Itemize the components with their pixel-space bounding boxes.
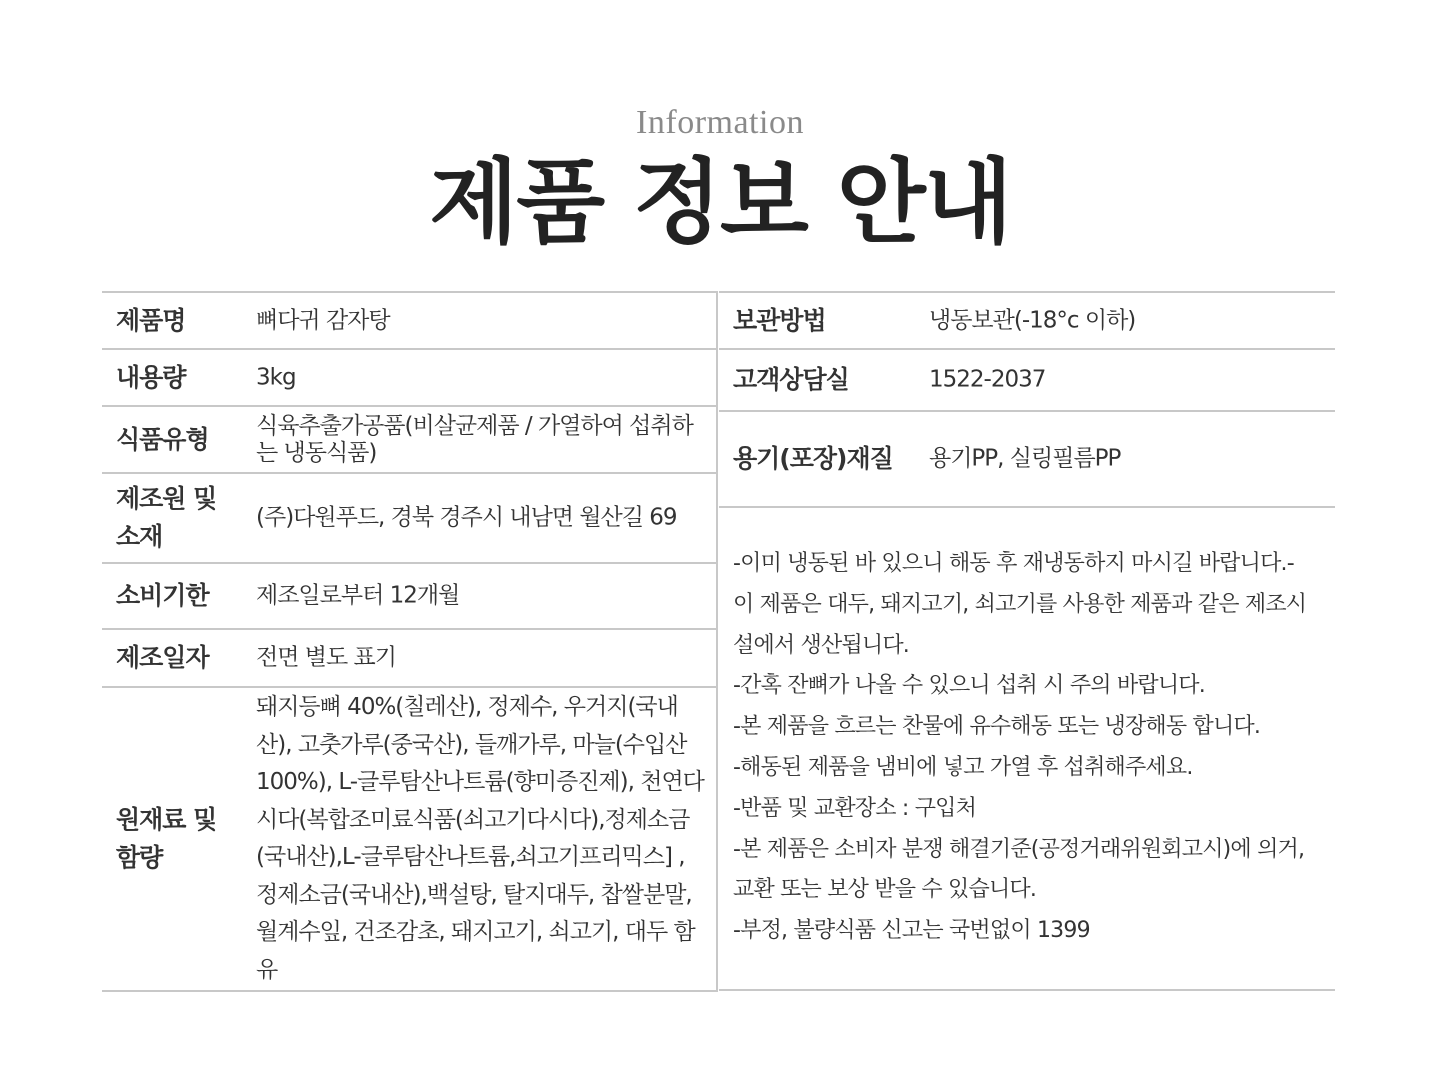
table-row-food-type: [102, 407, 717, 474]
row-label: 보관방법: [733, 305, 826, 335]
table-row-notes: [719, 508, 1335, 989]
notice-line: -본 제품은 소비자 분쟁 해결기준(공정거래위원회고시)에 의거,: [733, 836, 1305, 862]
row-value: 용기PP, 실링필름PP: [929, 445, 1121, 472]
notice-line: -본 제품을 흐르는 찬물에 유수해동 또는 냉장해동 합니다.: [733, 714, 1261, 740]
notice-line: 이 제품은 대두, 돼지고기, 쇠고기를 사용한 제품과 같은 제조시: [733, 591, 1307, 617]
table-row-packaging: [719, 412, 1335, 508]
row-label: 식품유형: [116, 424, 209, 454]
notice-line: -해동된 제품을 냄비에 넣고 가열 후 섭취해주세요.: [733, 754, 1193, 780]
table-row-storage: [719, 293, 1335, 350]
row-value: 냉동보관(-18°c 이하): [929, 307, 1136, 333]
notice-line: 교환 또는 보상 받을 수 있습니다.: [733, 877, 1037, 903]
section-eyebrow: Information: [636, 104, 804, 141]
row-label: 제조일자: [116, 643, 209, 672]
row-value: 돼지등뼈 40%(칠레산), 정제수, 우거지(국내산), 고춧가루(중국산), 들깨가루, 마늘(수입산100%), L-글루탐산나트륨(향미증진제), 천연다시다(복합조미료식품(쇠고기다시다),정제소금(국내산),L-글루탐산나트륨,쇠고기프리믹스] , 정제소금(국내산),백설탕, 탈지대두, 찹쌀분말, 월계수잎, 건조감초, 돼지고기, 쇠고기, 대두 함유: [256, 694, 704, 983]
storage-info-table: [719, 291, 1335, 991]
table-row-shelf-life: [102, 564, 717, 630]
notice-list: [733, 544, 1329, 952]
column-divider: [716, 291, 718, 992]
row-label: 소비기한: [116, 581, 209, 610]
row-value: 1522-2037: [929, 366, 1046, 393]
table-row-ingredients: [102, 688, 717, 990]
row-label: 원재료 및 함량: [116, 805, 217, 872]
product-info-table: [102, 291, 717, 992]
table-row-customer-service: [719, 350, 1335, 412]
row-label: 용기(포장)재질: [733, 444, 893, 473]
table-row-product-name: [102, 293, 717, 350]
row-value: 제조일로부터 12개월: [256, 582, 460, 609]
notice-line: -이미 냉동된 바 있으니 해동 후 재냉동하지 마시길 바랍니다.-: [733, 551, 1294, 576]
row-value: 전면 별도 표기: [256, 644, 396, 671]
row-value: 뼈다귀 감자탕: [256, 307, 390, 333]
row-label: 제품명: [116, 305, 186, 335]
notice-line: -반품 및 교환장소 : 구입처: [733, 795, 977, 821]
notice-line: -부정, 불량식품 신고는 국번없이 1399: [733, 918, 1090, 944]
row-value: 3kg: [256, 364, 296, 390]
page-title: 제품 정보 안내: [429, 149, 1011, 256]
notice-line: -간혹 잔뼈가 나올 수 있으니 섭취 시 주의 바랍니다.: [733, 673, 1205, 699]
table-row-net-weight: [102, 350, 717, 407]
row-value: 식육추출가공품(비살균제품 / 가열하여 섭취하는 냉동식품): [256, 412, 693, 466]
table-row-manufacturer: [102, 474, 717, 564]
notice-line: 설에서 생산됩니다.: [733, 632, 910, 658]
table-row-manufacture-date: [102, 630, 717, 688]
row-value: (주)다원푸드, 경북 경주시 내남면 월산길 69: [256, 504, 677, 531]
row-label: 내용량: [116, 362, 186, 392]
row-label: 제조원 및 소재: [116, 484, 217, 551]
row-label: 고객상담실: [733, 365, 849, 394]
